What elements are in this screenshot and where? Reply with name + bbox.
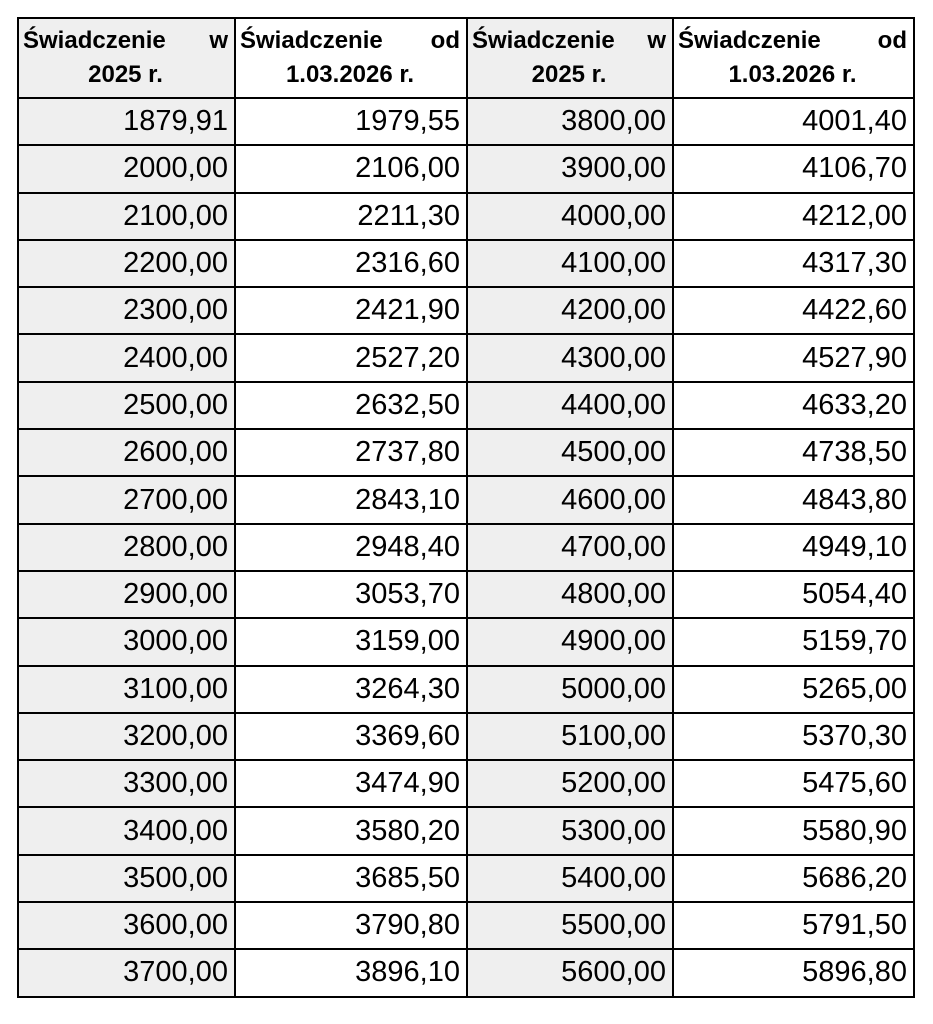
cell-2025-left: 3600,00 [18,902,235,949]
header-line1: Świadczenie w [472,27,666,54]
cell-2026-right: 5265,00 [673,666,914,713]
cell-2026-right: 4212,00 [673,193,914,240]
cell-2025-left: 3400,00 [18,807,235,854]
cell-2025-right: 4100,00 [467,240,673,287]
cell-2025-left: 2800,00 [18,524,235,571]
table-row [18,902,914,949]
cell-2025-right: 5400,00 [467,855,673,902]
cell-2026-right: 4422,60 [673,287,914,334]
cell-2025-right: 5600,00 [467,949,673,996]
table-row [18,193,914,240]
cell-2026-right: 4527,90 [673,334,914,381]
cell-2026-right: 5896,80 [673,949,914,996]
cell-2026-left: 3685,50 [235,855,467,902]
cell-2026-right: 4949,10 [673,524,914,571]
cell-2025-left: 2500,00 [18,382,235,429]
cell-2026-right: 4001,40 [673,98,914,145]
cell-2026-left: 3790,80 [235,902,467,949]
table-row [18,760,914,807]
cell-2026-left: 2948,40 [235,524,467,571]
cell-2026-right: 5159,70 [673,618,914,665]
table-row [18,618,914,665]
table-row [18,571,914,618]
cell-2026-left: 3369,60 [235,713,467,760]
cell-2026-right: 5370,30 [673,713,914,760]
table-row [18,382,914,429]
cell-2025-right: 5100,00 [467,713,673,760]
cell-2025-right: 5200,00 [467,760,673,807]
table-header [18,18,914,98]
cell-2026-right: 5475,60 [673,760,914,807]
header-line2: 1.03.2026 r. [728,61,857,88]
cell-2025-left: 3000,00 [18,618,235,665]
cell-2025-right: 4600,00 [467,476,673,523]
cell-2025-right: 4500,00 [467,429,673,476]
table-row [18,240,914,287]
header-row [18,18,914,98]
header-2025-left [18,18,235,98]
cell-2026-left: 3474,90 [235,760,467,807]
header-2026-right [673,18,914,98]
cell-2026-right: 4843,80 [673,476,914,523]
cell-2026-right: 5054,40 [673,571,914,618]
cell-2025-right: 5000,00 [467,666,673,713]
cell-2026-left: 2316,60 [235,240,467,287]
header-2025-right [467,18,673,98]
table-row [18,713,914,760]
header-line1: Świadczenie od [240,27,460,54]
table-row [18,855,914,902]
cell-2025-right: 3800,00 [467,98,673,145]
cell-2025-left: 3200,00 [18,713,235,760]
table-row [18,666,914,713]
cell-2026-left: 2843,10 [235,476,467,523]
cell-2025-right: 3900,00 [467,145,673,192]
table-row [18,287,914,334]
header-line2: 2025 r. [88,61,163,88]
cell-2025-left: 3300,00 [18,760,235,807]
cell-2025-right: 5300,00 [467,807,673,854]
cell-2025-right: 4700,00 [467,524,673,571]
table-row [18,334,914,381]
table-row [18,429,914,476]
benefit-table [17,17,915,998]
cell-2026-right: 5580,90 [673,807,914,854]
cell-2025-left: 2200,00 [18,240,235,287]
cell-2026-right: 5791,50 [673,902,914,949]
cell-2026-left: 3896,10 [235,949,467,996]
cell-2025-right: 4300,00 [467,334,673,381]
cell-2025-right: 4800,00 [467,571,673,618]
cell-2025-left: 3500,00 [18,855,235,902]
cell-2025-right: 5500,00 [467,902,673,949]
cell-2026-left: 2737,80 [235,429,467,476]
cell-2026-left: 3580,20 [235,807,467,854]
cell-2026-left: 3053,70 [235,571,467,618]
header-line2: 1.03.2026 r. [285,61,415,88]
cell-2025-left: 2300,00 [18,287,235,334]
cell-2026-right: 4738,50 [673,429,914,476]
cell-2025-left: 3100,00 [18,666,235,713]
cell-2025-left: 2000,00 [18,145,235,192]
cell-2026-right: 4633,20 [673,382,914,429]
cell-2025-right: 4000,00 [467,193,673,240]
table-body [18,98,914,997]
header-line2: 2025 r. [531,61,607,88]
table-row [18,949,914,996]
cell-2026-left: 1979,55 [235,98,467,145]
cell-2025-right: 4400,00 [467,382,673,429]
cell-2026-right: 4317,30 [673,240,914,287]
cell-2025-left: 2600,00 [18,429,235,476]
cell-2026-left: 2632,50 [235,382,467,429]
cell-2025-left: 2900,00 [18,571,235,618]
header-line1: Świadczenie od [678,27,907,54]
header-line1: Świadczenie w [23,27,228,54]
cell-2026-right: 5686,20 [673,855,914,902]
table-row [18,807,914,854]
cell-2026-left: 2527,20 [235,334,467,381]
cell-2026-left: 3264,30 [235,666,467,713]
cell-2025-right: 4900,00 [467,618,673,665]
table-row [18,524,914,571]
cell-2026-left: 2106,00 [235,145,467,192]
cell-2025-left: 2100,00 [18,193,235,240]
cell-2025-left: 3700,00 [18,949,235,996]
cell-2025-left: 2700,00 [18,476,235,523]
table-row [18,98,914,145]
cell-2026-left: 2211,30 [235,193,467,240]
cell-2026-left: 2421,90 [235,287,467,334]
cell-2025-right: 4200,00 [467,287,673,334]
table-row [18,476,914,523]
cell-2026-left: 3159,00 [235,618,467,665]
cell-2025-left: 1879,91 [18,98,235,145]
cell-2025-left: 2400,00 [18,334,235,381]
table-row [18,145,914,192]
cell-2026-right: 4106,70 [673,145,914,192]
header-2026-left [235,18,467,98]
